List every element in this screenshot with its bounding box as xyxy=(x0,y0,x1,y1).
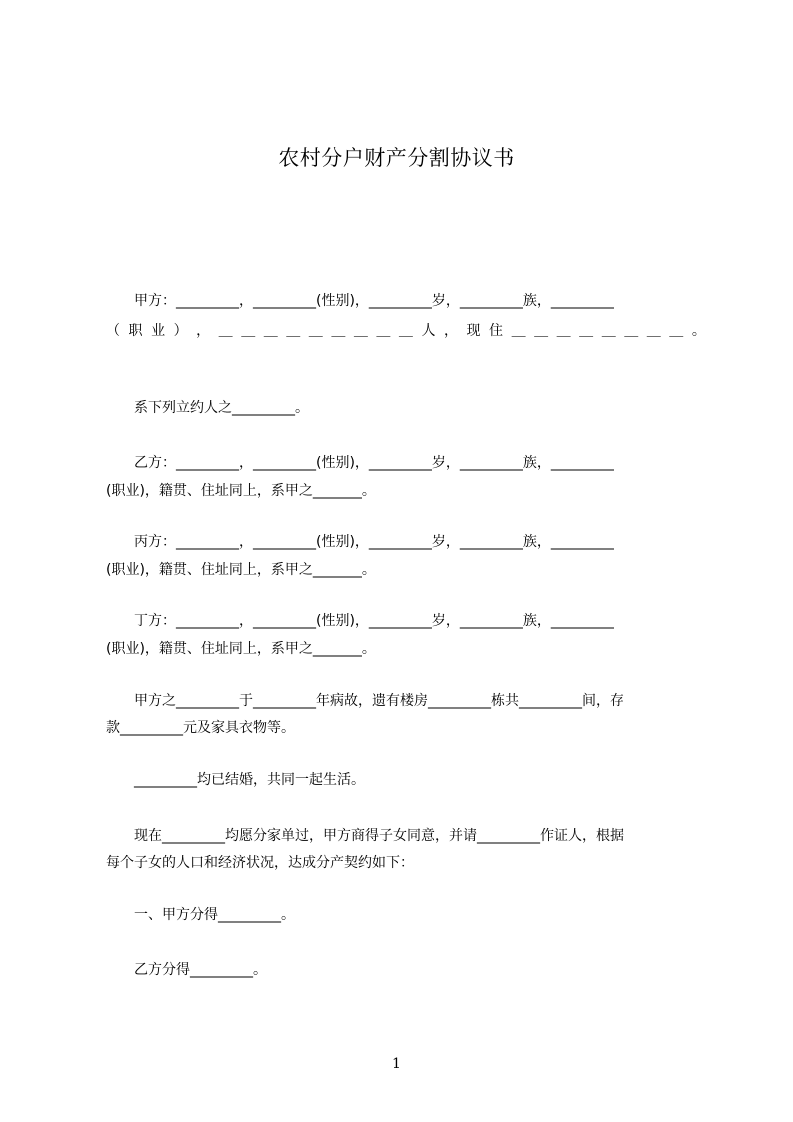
party-a-line-2-char: ＿ xyxy=(511,323,526,339)
party-a-line-2-char: ＿ xyxy=(601,323,616,339)
party-a-line-2-char: 业 xyxy=(151,323,166,339)
party-a-line-2-char: ＿ xyxy=(353,323,368,339)
party-a-line-2-char: ） xyxy=(173,323,188,339)
party-c-line-2: (职业)，籍贯、住址同上，系甲之_______。 xyxy=(106,562,376,578)
party-a-line-2-char: ＿ xyxy=(579,323,594,339)
party-c-line-1: 丙方：_________，_________(性别)，_________岁，_________族，_________ xyxy=(106,534,614,550)
party-a-line-2-char: ＿ xyxy=(534,323,549,339)
document-title: 农村分户财产分割协议书 xyxy=(278,146,515,170)
party-a-line-2-char: ＿ xyxy=(308,323,323,339)
agreement-line-1: 现在_________均愿分家单过，甲方商得子女同意，并请_________作证人，根据 xyxy=(106,828,624,844)
party-a-line-2-char: 职 xyxy=(128,323,143,339)
party-a-line-2-char: ＿ xyxy=(556,323,571,339)
married-line: _________均已结婚，共同一起生活。 xyxy=(106,772,365,788)
party-a-line-2-char: ＿ xyxy=(241,323,256,339)
party-a-line-2-char: ＿ xyxy=(331,323,346,339)
party-a-line-2-char: 现 xyxy=(466,323,481,339)
party-a-line-2-char: （ xyxy=(106,323,120,339)
party-a-line-2-char: 。 xyxy=(691,323,706,339)
estate-line-2: 款_________元及家具衣物等。 xyxy=(106,720,295,736)
party-a-line-2-char: ， xyxy=(443,323,458,339)
relation-line: 系下列立约人之_________。 xyxy=(106,400,309,416)
clause-2: 乙方分得_________。 xyxy=(106,962,267,978)
agreement-line-2: 每个子女的人口和经济状况，达成分产契约如下： xyxy=(106,855,414,871)
party-b-line-1: 乙方：_________，_________(性别)，_________岁，_________族，_________ xyxy=(106,455,614,471)
clause-1: 一、甲方分得_________。 xyxy=(106,907,295,923)
party-a-line-2-char: ＿ xyxy=(286,323,301,339)
party-a-line-2-char: ， xyxy=(196,323,211,339)
party-a-line-2-char: ＿ xyxy=(218,323,233,339)
party-a-line-2-char: ＿ xyxy=(646,323,661,339)
party-a-line-2-char: 住 xyxy=(489,323,504,339)
party-a-line-1: 甲方：_________，_________(性别)，_________岁，_________族，_________ xyxy=(106,293,614,309)
party-a-line-2-char: ＿ xyxy=(624,323,639,339)
party-a-line-2-char: ＿ xyxy=(376,323,391,339)
party-d-line-1: 丁方：_________，_________(性别)，_________岁，_________族，_________ xyxy=(106,613,614,629)
party-a-line-2-char: ＿ xyxy=(263,323,278,339)
party-a-line-2-char: ＿ xyxy=(398,323,413,339)
page-number: 1 xyxy=(392,1056,401,1072)
estate-line-1: 甲方之_________于_________年病故，遗有楼房_________栋共_________间，存 xyxy=(106,693,624,709)
party-a-line-2-char: ＿ xyxy=(669,323,684,339)
party-a-line-2-char: 人 xyxy=(421,323,436,339)
party-d-line-2: (职业)，籍贯、住址同上，系甲之_______。 xyxy=(106,641,376,657)
party-a-line-2 xyxy=(106,321,706,341)
party-b-line-2: (职业)，籍贯、住址同上，系甲之_______。 xyxy=(106,483,376,499)
